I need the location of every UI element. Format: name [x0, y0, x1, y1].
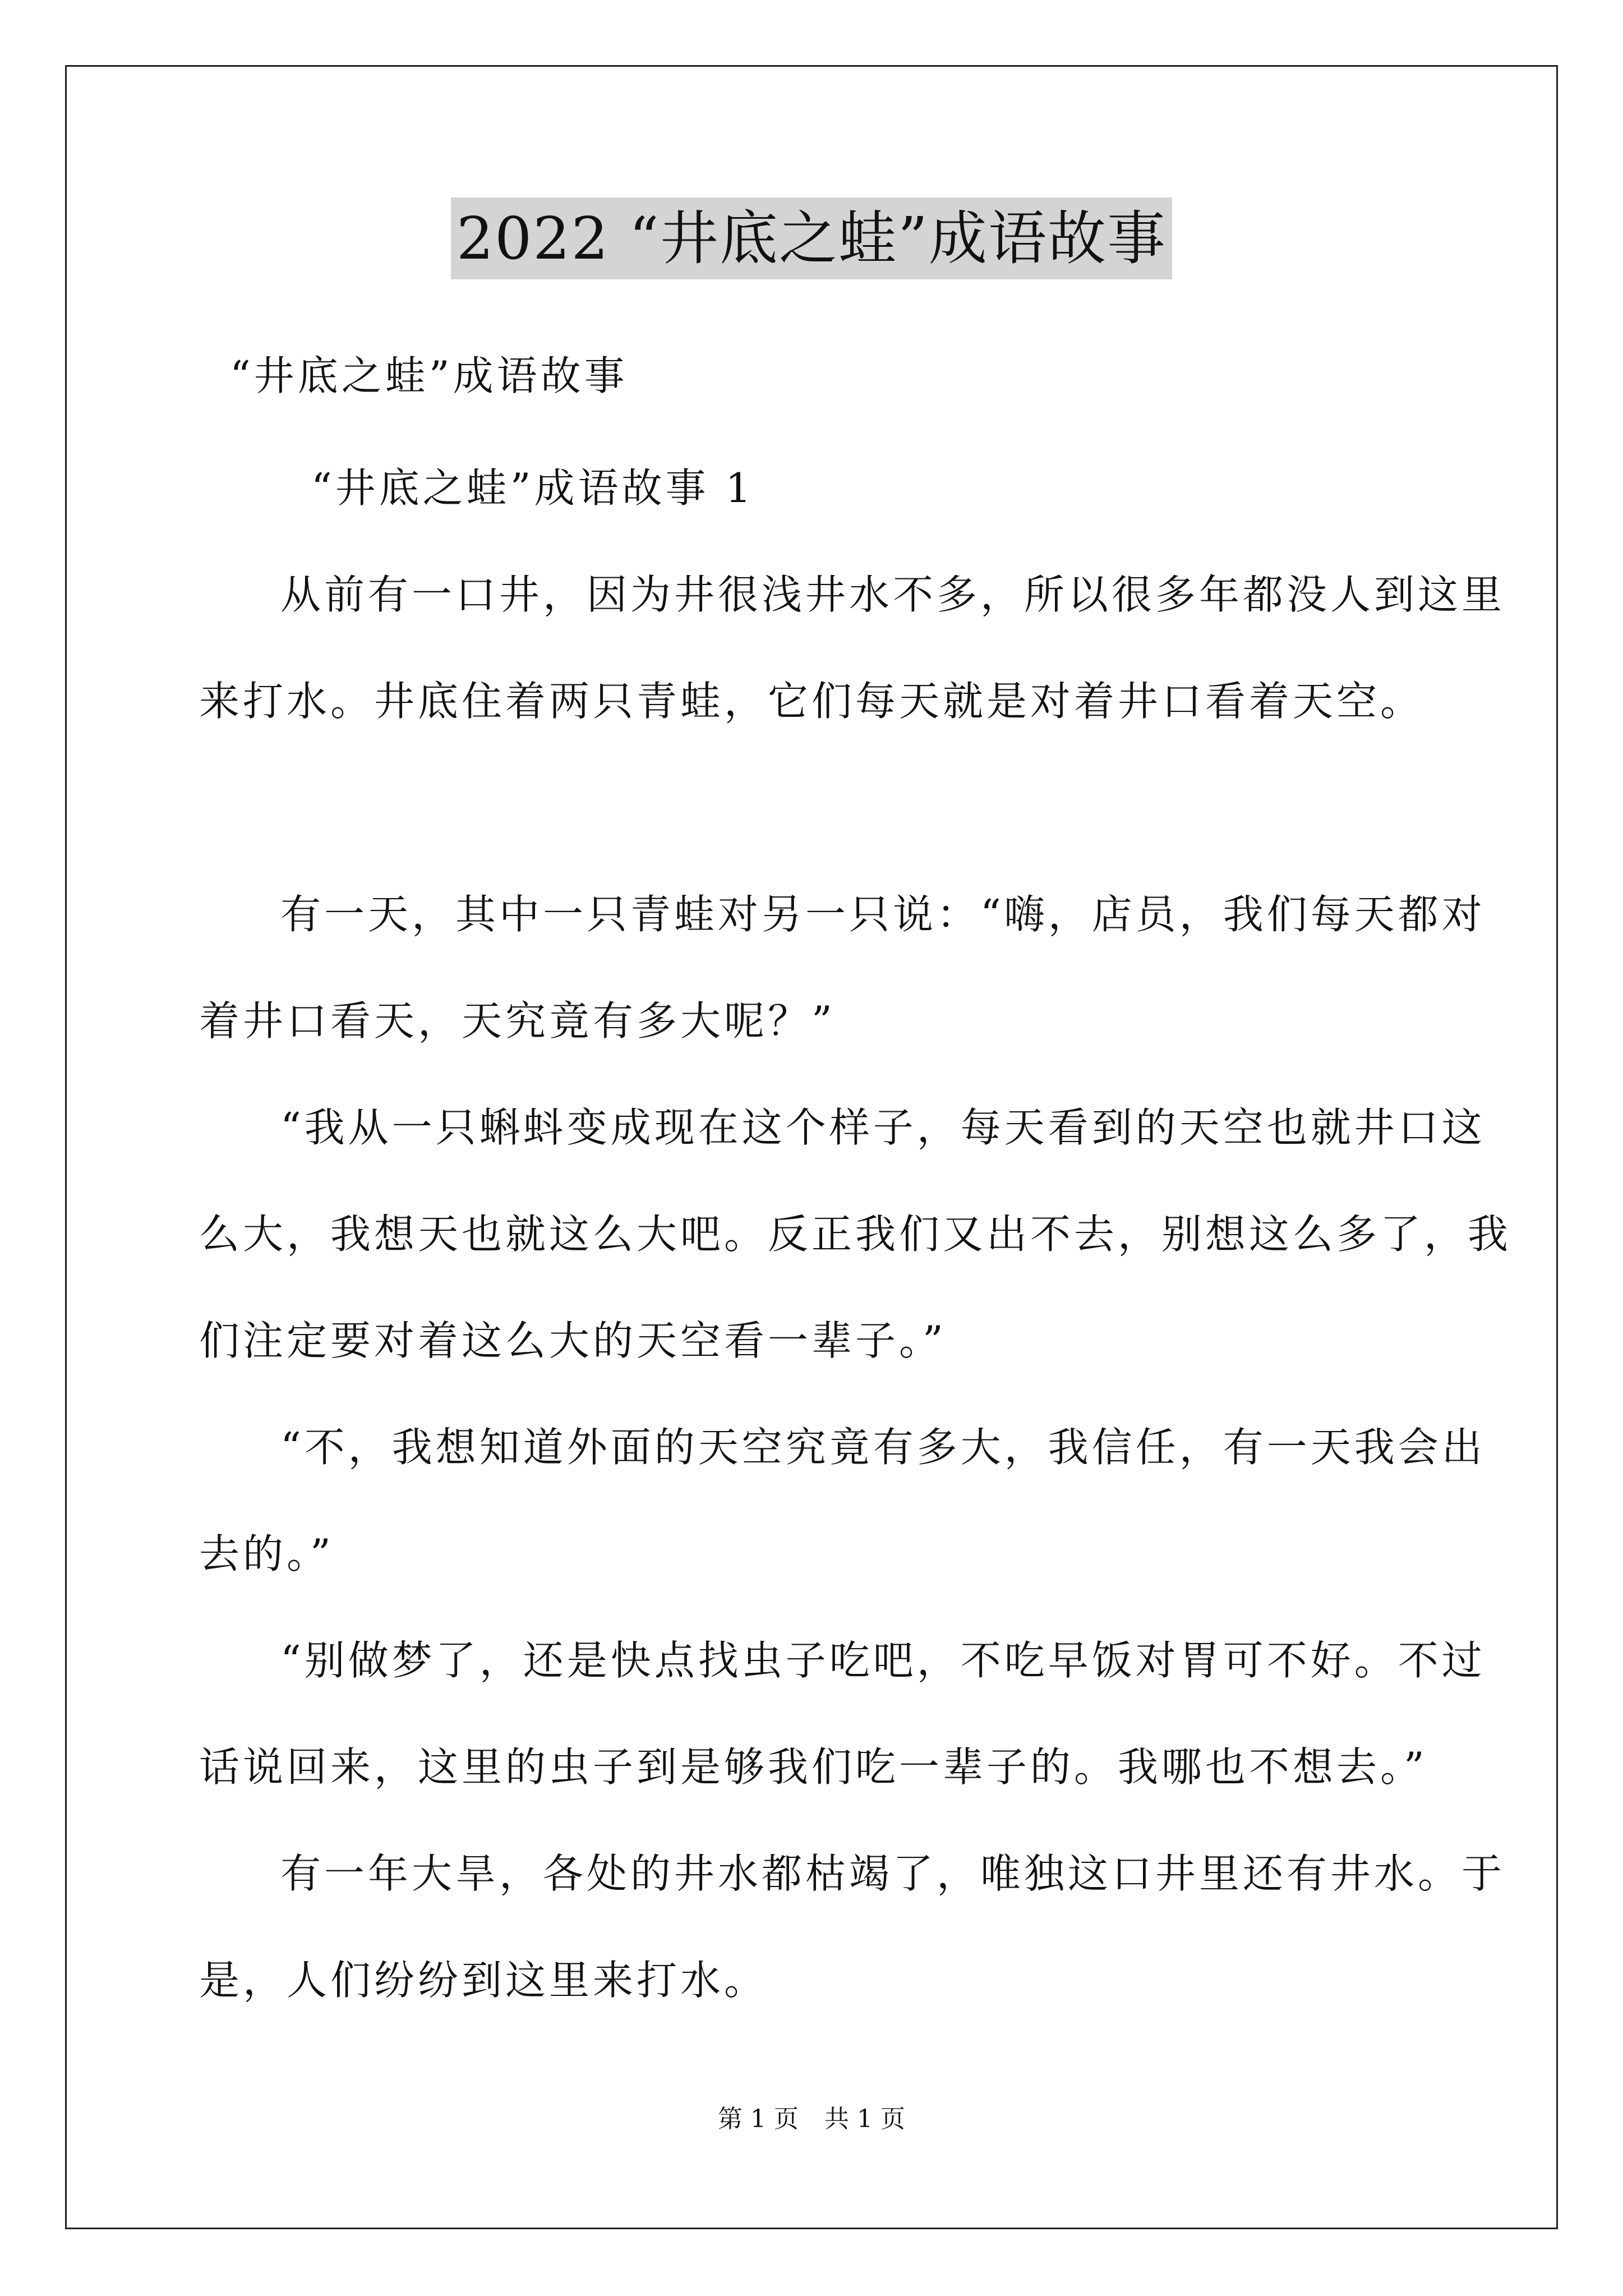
subtitle-line: “井底之蛙”成语故事 — [230, 352, 628, 399]
page-footer — [0, 2102, 1623, 2136]
paragraph-line: 有一天，其中一只青蛙对另一只说：“嗨，店员，我们每天都对 — [280, 891, 1486, 938]
paragraph-line: 去的。” — [199, 1530, 334, 1577]
paragraph-line: 话说回来，这里的虫子到是够我们吃一辈子的。我哪也不想去。” — [199, 1743, 1428, 1791]
paragraph-line: 从前有一口井，因为井很浅井水不多，所以很多年都没人到这里 — [280, 571, 1506, 618]
title-container — [0, 197, 1623, 279]
section-heading: “井底之蛙”成语故事 1 — [311, 464, 755, 512]
paragraph-line: 着井口看天，天究竟有多大呢？” — [199, 997, 836, 1045]
document-title: 2022 “井底之蛙”成语故事 — [451, 197, 1172, 279]
paragraph-line: 有一年大旱，各处的井水都枯竭了，唯独这口井里还有井水。于 — [280, 1850, 1506, 1897]
paragraph-line: 是，人们纷纷到这里来打水。 — [199, 1957, 768, 2004]
page-number: 第 1 页 — [718, 2105, 799, 2133]
paragraph-line: “别做梦了，还是快点找虫子吃吧，不吃早饭对胃可不好。不过 — [280, 1637, 1486, 1684]
paragraph-line: 来打水。井底住着两只青蛙，它们每天就是对着井口看着天空。 — [199, 678, 1424, 725]
paragraph-line: “不，我想知道外面的天空究竟有多大，我信任，有一天我会出 — [280, 1424, 1486, 1471]
paragraph-line: “我从一只蝌蚪变成现在这个样子，每天看到的天空也就井口这 — [280, 1104, 1486, 1151]
page-total: 共 1 页 — [824, 2105, 905, 2133]
paragraph-line: 们注定要对着这么大的天空看一辈子。” — [199, 1317, 947, 1364]
paragraph-line: 么大，我想天也就这么大吧。反正我们又出不去，别想这么多了，我 — [199, 1211, 1512, 1258]
